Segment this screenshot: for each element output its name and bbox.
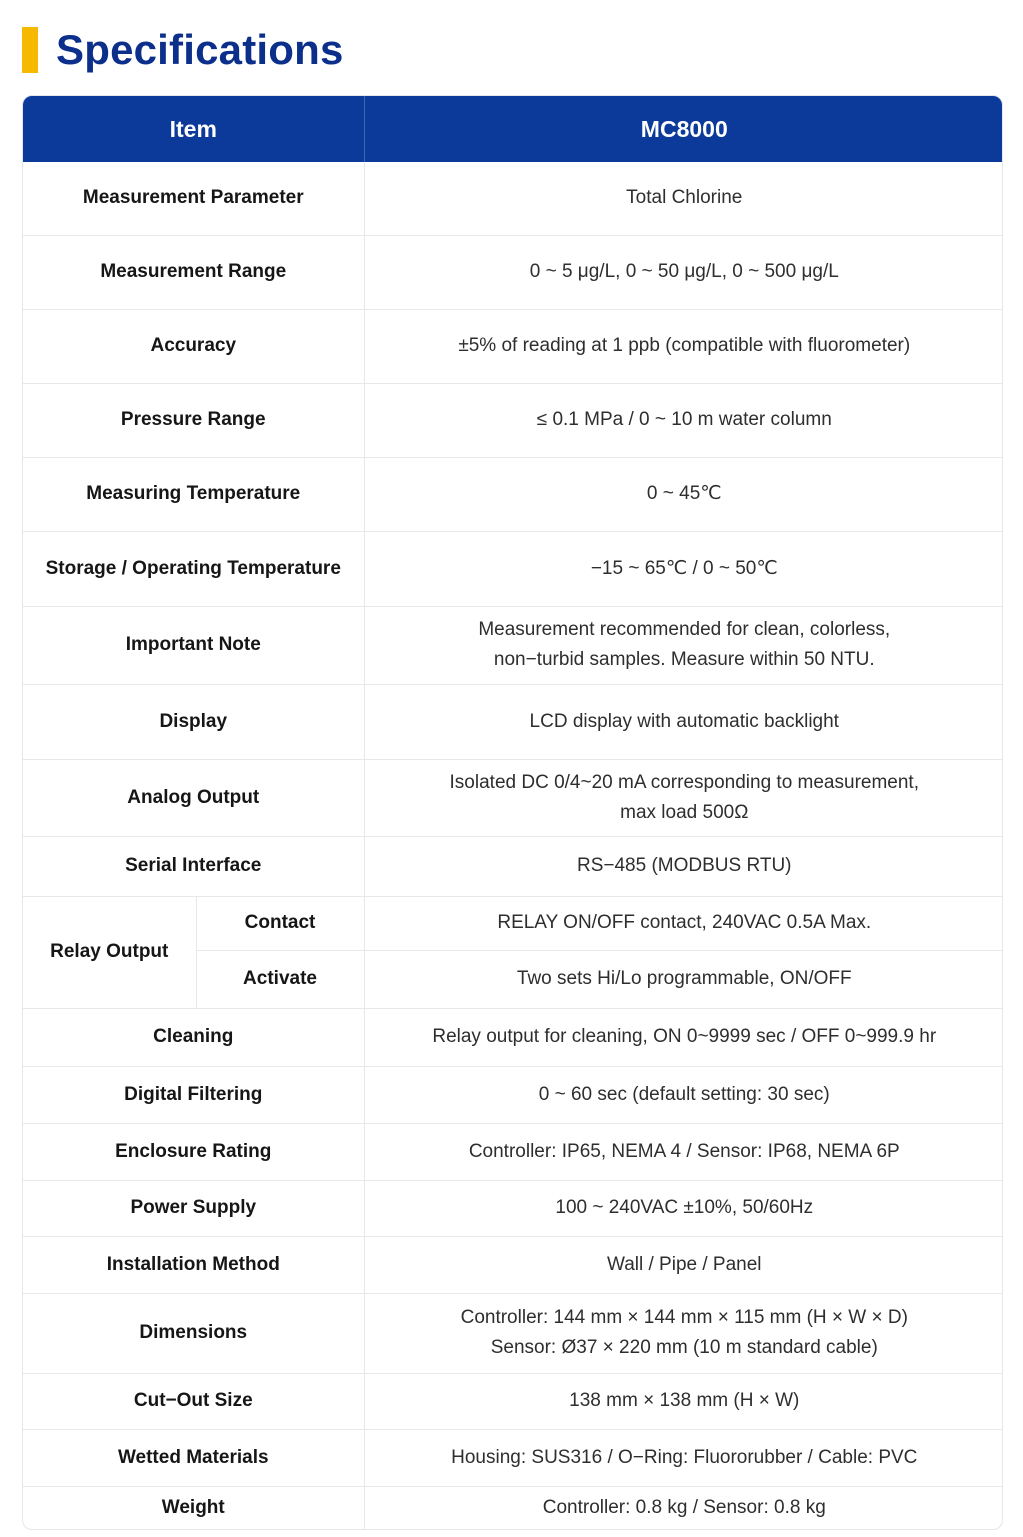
spec-table-container xyxy=(22,95,1003,1530)
table-row xyxy=(23,1008,1003,1066)
table-row xyxy=(23,759,1003,836)
spec-label: Power Supply xyxy=(23,1180,364,1236)
spec-value xyxy=(364,1008,1003,1066)
spec-value xyxy=(364,836,1003,896)
table-row xyxy=(23,836,1003,896)
spec-label: Digital Filtering xyxy=(23,1066,364,1123)
table-row xyxy=(23,1486,1003,1530)
spec-label: Important Note xyxy=(23,606,364,684)
spec-value-line: 0 ~ 5 μg/L, 0 ~ 50 μg/L, 0 ~ 500 μg/L xyxy=(529,261,839,282)
page-heading xyxy=(22,24,344,76)
spec-value xyxy=(364,1373,1003,1429)
table-row xyxy=(23,1373,1003,1429)
spec-value-line: Controller: 0.8 kg / Sensor: 0.8 kg xyxy=(542,1497,826,1519)
spec-value-line: Controller: 144 mm × 144 mm × 115 mm (H × W × D) xyxy=(460,1307,908,1328)
spec-value xyxy=(364,1236,1003,1293)
spec-label: Measurement Parameter xyxy=(23,162,364,235)
spec-value xyxy=(364,309,1003,383)
spec-value xyxy=(364,162,1003,235)
spec-value-line: Wall / Pipe / Panel xyxy=(606,1253,762,1275)
table-row xyxy=(23,1180,1003,1236)
spec-value-line: LCD display with automatic backlight xyxy=(529,710,839,732)
spec-value xyxy=(364,531,1003,606)
spec-value-line: Controller: IP65, NEMA 4 / Sensor: IP68, NEMA 6P xyxy=(468,1140,900,1162)
table-row xyxy=(23,1123,1003,1180)
spec-sublabel: Contact xyxy=(196,896,364,950)
spec-label: Accuracy xyxy=(23,309,364,383)
spec-label: Cut−Out Size xyxy=(23,1373,364,1429)
table-row xyxy=(23,1066,1003,1123)
spec-label: Installation Method xyxy=(23,1236,364,1293)
spec-value-line: non−turbid samples. Measure within 50 NTU. xyxy=(493,649,875,670)
spec-value-line: Measurement recommended for clean, colorless, xyxy=(478,619,891,640)
spec-label: Dimensions xyxy=(23,1293,364,1373)
table-row xyxy=(23,684,1003,759)
table-row xyxy=(23,235,1003,309)
table-row xyxy=(23,162,1003,235)
spec-value-line: Total Chlorine xyxy=(626,187,743,209)
spec-value-line: ≤ 0.1 MPa / 0 ~ 10 m water column xyxy=(536,409,832,430)
spec-value xyxy=(364,1486,1003,1530)
table-row xyxy=(23,896,1003,950)
spec-label: Measurement Range xyxy=(23,235,364,309)
spec-value-line: Isolated DC 0/4~20 mA corresponding to measurement, xyxy=(449,771,919,793)
header-item: Item xyxy=(23,96,364,162)
spec-value xyxy=(364,684,1003,759)
table-row xyxy=(23,531,1003,606)
spec-value-line: ±5% of reading at 1 ppb (compatible with fluorometer) xyxy=(458,335,911,356)
title-accent-bar xyxy=(22,27,38,73)
spec-value-line: Two sets Hi/Lo programmable, ON/OFF xyxy=(516,968,852,989)
table-row xyxy=(23,309,1003,383)
spec-value xyxy=(364,383,1003,457)
header-model: MC8000 xyxy=(364,96,1003,162)
spec-sublabel: Activate xyxy=(196,950,364,1008)
spec-value xyxy=(364,759,1003,836)
spec-value-line: −15 ~ 65℃ / 0 ~ 50℃ xyxy=(590,557,778,579)
spec-value-line: RS−485 (MODBUS RTU) xyxy=(577,855,792,876)
spec-value xyxy=(364,1293,1003,1373)
spec-label: Relay Output xyxy=(23,896,196,1008)
table-header-row xyxy=(23,96,1003,162)
table-row xyxy=(23,1293,1003,1373)
spec-value-line: Relay output for cleaning, ON 0~9999 sec / OFF 0~999.9 hr xyxy=(432,1026,937,1047)
spec-value xyxy=(364,896,1003,950)
spec-label: Serial Interface xyxy=(23,836,364,896)
spec-label: Weight xyxy=(23,1486,364,1530)
spec-value-line: 0 ~ 45℃ xyxy=(646,483,722,504)
spec-label: Display xyxy=(23,684,364,759)
spec-value-line: 138 mm × 138 mm (H × W) xyxy=(569,1390,800,1411)
spec-label: Wetted Materials xyxy=(23,1429,364,1486)
spec-value xyxy=(364,1429,1003,1486)
spec-value xyxy=(364,1123,1003,1180)
spec-label: Storage / Operating Temperature xyxy=(23,531,364,606)
spec-label: Pressure Range xyxy=(23,383,364,457)
spec-table-body xyxy=(23,162,1003,1530)
spec-value-line: Housing: SUS316 / O−Ring: Fluororubber / Cable: PVC xyxy=(451,1446,918,1468)
spec-value xyxy=(364,1180,1003,1236)
table-row xyxy=(23,1429,1003,1486)
table-row xyxy=(23,606,1003,684)
spec-label: Analog Output xyxy=(23,759,364,836)
spec-value-line: 0 ~ 60 sec (default setting: 30 sec) xyxy=(538,1083,830,1105)
page-title: Specifications xyxy=(56,26,344,73)
spec-value xyxy=(364,950,1003,1008)
spec-value-line: max load 500Ω xyxy=(620,801,749,823)
table-row xyxy=(23,457,1003,531)
spec-value xyxy=(364,235,1003,309)
spec-value-line: RELAY ON/OFF contact, 240VAC 0.5A Max. xyxy=(497,912,872,933)
spec-label: Measuring Temperature xyxy=(23,457,364,531)
spec-value-line: 100 ~ 240VAC ±10%, 50/60Hz xyxy=(555,1197,814,1218)
spec-value xyxy=(364,1066,1003,1123)
table-row xyxy=(23,383,1003,457)
spec-label: Enclosure Rating xyxy=(23,1123,364,1180)
spec-value xyxy=(364,457,1003,531)
spec-value xyxy=(364,606,1003,684)
spec-label: Cleaning xyxy=(23,1008,364,1066)
table-row xyxy=(23,1236,1003,1293)
spec-value-line: Sensor: Ø37 × 220 mm (10 m standard cable) xyxy=(490,1337,878,1358)
spec-table xyxy=(23,96,1003,1530)
